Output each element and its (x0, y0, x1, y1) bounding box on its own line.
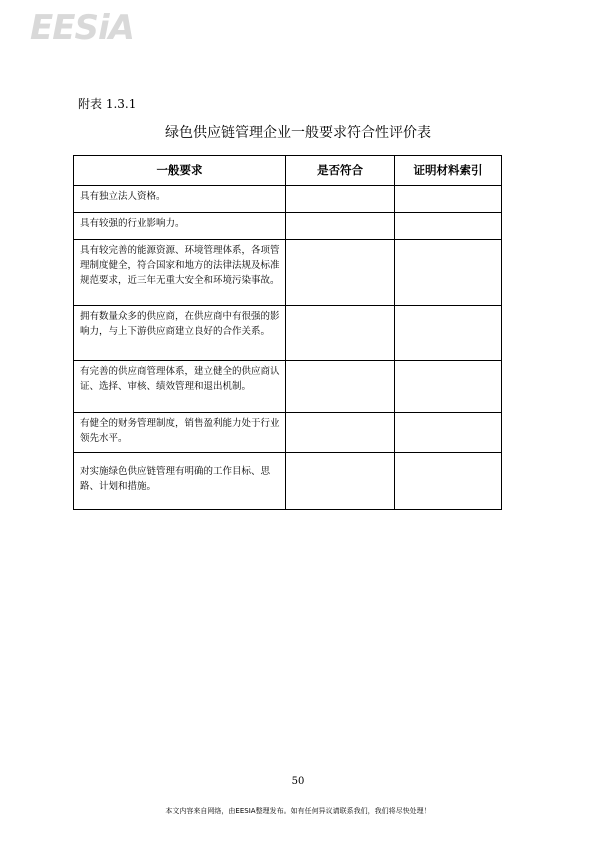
table-row (74, 186, 502, 213)
evidence-cell (395, 453, 502, 510)
compliant-cell (286, 186, 395, 213)
requirement-cell: 有健全的财务管理制度，销售盈利能力处于行业领先水平。 (74, 413, 286, 453)
compliant-cell (286, 413, 395, 453)
compliant-cell (286, 240, 395, 306)
table-row (74, 361, 502, 413)
requirement-cell: 对实施绿色供应链管理有明确的工作目标、思路、计划和措施。 (74, 453, 286, 510)
requirement-cell: 拥有数量众多的供应商，在供应商中有很强的影响力，与上下游供应商建立良好的合作关系。 (74, 306, 286, 361)
table-row (74, 453, 502, 510)
eesia-logo: EESiA (30, 8, 134, 48)
compliance-table (73, 155, 502, 510)
table-row (74, 413, 502, 453)
compliant-cell (286, 361, 395, 413)
evidence-cell (395, 361, 502, 413)
table-row (74, 213, 502, 240)
requirement-cell: 具有独立法人资格。 (74, 186, 286, 213)
evidence-cell (395, 240, 502, 306)
evidence-cell (395, 306, 502, 361)
requirement-cell: 具有较完善的能源资源、环境管理体系，各项管理制度健全，符合国家和地方的法律法规及标准规范要求，近三年无重大安全和环境污染事故。 (74, 240, 286, 306)
requirement-cell: 具有较强的行业影响力。 (74, 213, 286, 240)
requirement-cell: 有完善的供应商管理体系，建立健全的供应商认证、选择、审核、绩效管理和退出机制。 (74, 361, 286, 413)
page-number: 50 (291, 776, 305, 787)
compliant-cell (286, 453, 395, 510)
table-title: 绿色供应链管理企业一般要求符合性评价表 (165, 125, 431, 141)
evidence-cell (395, 186, 502, 213)
compliant-cell (286, 306, 395, 361)
header-evidence-index: 证明材料索引 (395, 156, 502, 186)
table-row (74, 240, 502, 306)
compliant-cell (286, 213, 395, 240)
header-compliant: 是否符合 (286, 156, 395, 186)
table-row (74, 306, 502, 361)
header-general-requirement: 一般要求 (74, 156, 286, 186)
table-header-row (74, 156, 502, 186)
appendix-label: 附表 1.3.1 (78, 97, 137, 111)
evidence-cell (395, 213, 502, 240)
footer-disclaimer: 本文内容来自网络，由EESIA整理发布。如有任何异议请联系我们，我们将尽快处理！ (165, 807, 431, 815)
evidence-cell (395, 413, 502, 453)
